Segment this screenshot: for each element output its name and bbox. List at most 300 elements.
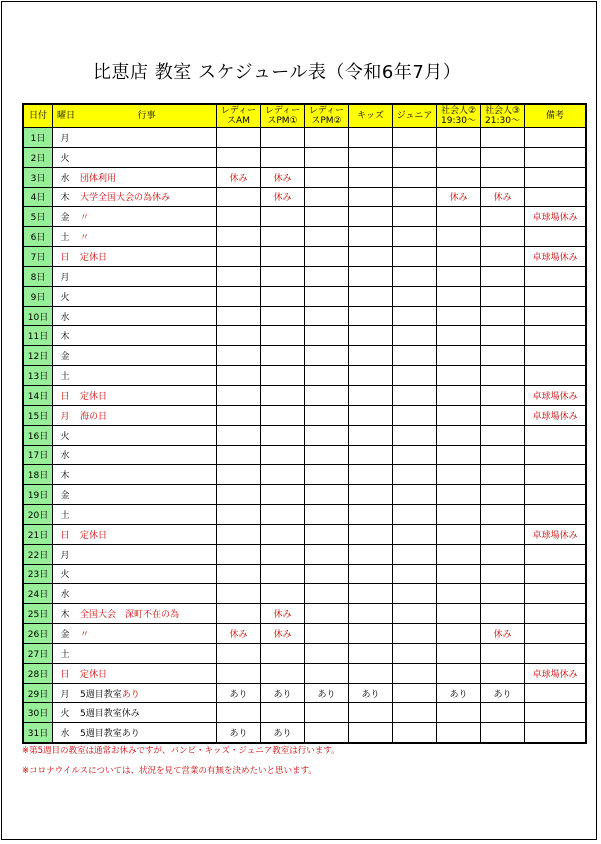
date-cell: 28日 xyxy=(23,663,53,683)
table-row xyxy=(23,445,586,465)
class-cell xyxy=(349,524,393,544)
note-cell xyxy=(525,366,587,386)
class-cell xyxy=(217,604,261,624)
class-cell xyxy=(481,465,525,485)
event-cell xyxy=(77,505,217,525)
class-cell xyxy=(305,227,349,247)
class-cell xyxy=(437,326,481,346)
class-cell xyxy=(481,544,525,564)
class-cell xyxy=(481,663,525,683)
note-cell xyxy=(525,346,587,366)
class-cell xyxy=(305,445,349,465)
class-cell xyxy=(261,326,305,346)
class-cell xyxy=(261,227,305,247)
note-cell xyxy=(525,187,587,207)
table-row xyxy=(23,247,586,267)
class-cell xyxy=(437,286,481,306)
class-cell xyxy=(437,663,481,683)
dow-cell: 日 xyxy=(53,385,78,405)
class-cell xyxy=(217,306,261,326)
class-cell xyxy=(349,465,393,485)
class-cell xyxy=(261,306,305,326)
table-row xyxy=(23,207,586,227)
table-row xyxy=(23,485,586,505)
class-cell xyxy=(217,524,261,544)
class-cell xyxy=(393,584,437,604)
table-row xyxy=(23,306,586,326)
class-cell xyxy=(349,624,393,644)
schedule-rows xyxy=(23,128,586,744)
class-cell xyxy=(305,147,349,167)
date-cell: 21日 xyxy=(23,524,53,544)
class-cell xyxy=(437,207,481,227)
class-cell xyxy=(349,584,393,604)
class-cell xyxy=(481,723,525,743)
class-cell xyxy=(393,286,437,306)
table-row xyxy=(23,346,586,366)
class-cell xyxy=(481,485,525,505)
class-cell xyxy=(305,326,349,346)
class-cell xyxy=(437,485,481,505)
class-cell xyxy=(217,207,261,227)
class-cell xyxy=(305,385,349,405)
class-cell xyxy=(437,346,481,366)
class-cell xyxy=(393,723,437,743)
class-cell xyxy=(481,405,525,425)
date-cell: 6日 xyxy=(23,227,53,247)
event-cell: 定休日 xyxy=(77,524,217,544)
class-cell xyxy=(437,524,481,544)
note-cell xyxy=(525,266,587,286)
dow-cell: 月 xyxy=(53,544,78,564)
note-cell xyxy=(525,425,587,445)
table-row xyxy=(23,683,586,703)
table-row xyxy=(23,266,586,286)
date-cell: 13日 xyxy=(23,366,53,386)
dow-cell: 水 xyxy=(53,306,78,326)
date-cell: 4日 xyxy=(23,187,53,207)
class-cell xyxy=(305,128,349,148)
date-cell: 2日 xyxy=(23,147,53,167)
class-cell: あり xyxy=(305,683,349,703)
class-cell xyxy=(217,405,261,425)
class-cell xyxy=(393,683,437,703)
dow-cell: 木 xyxy=(53,187,78,207)
class-cell xyxy=(393,703,437,723)
date-cell: 1日 xyxy=(23,128,53,148)
class-cell xyxy=(349,346,393,366)
date-cell: 12日 xyxy=(23,346,53,366)
note-cell xyxy=(525,485,587,505)
header-kids: キッズ xyxy=(349,104,393,128)
dow-cell: 木 xyxy=(53,604,78,624)
class-cell xyxy=(481,425,525,445)
class-cell xyxy=(437,306,481,326)
dow-cell: 土 xyxy=(53,505,78,525)
class-cell xyxy=(481,128,525,148)
class-cell: あり xyxy=(261,683,305,703)
date-cell: 8日 xyxy=(23,266,53,286)
class-cell xyxy=(305,306,349,326)
date-cell: 29日 xyxy=(23,683,53,703)
event-cell: 5週目教室休み xyxy=(77,703,217,723)
class-cell xyxy=(393,247,437,267)
event-cell xyxy=(77,544,217,564)
class-cell xyxy=(305,663,349,683)
table-row xyxy=(23,624,586,644)
event-cell xyxy=(77,425,217,445)
class-cell xyxy=(217,564,261,584)
note-cell xyxy=(525,683,587,703)
event-cell: 定休日 xyxy=(77,385,217,405)
class-cell xyxy=(349,723,393,743)
class-cell xyxy=(481,326,525,346)
class-cell xyxy=(305,207,349,227)
class-cell xyxy=(393,544,437,564)
table-row xyxy=(23,544,586,564)
class-cell xyxy=(393,147,437,167)
date-cell: 14日 xyxy=(23,385,53,405)
class-cell xyxy=(261,207,305,227)
header-junior: ジュニア xyxy=(393,104,437,128)
class-cell xyxy=(305,604,349,624)
note-cell xyxy=(525,584,587,604)
table-row xyxy=(23,326,586,346)
note-cell xyxy=(525,703,587,723)
class-cell: 休み xyxy=(261,187,305,207)
class-cell xyxy=(261,445,305,465)
dow-cell: 土 xyxy=(53,643,78,663)
class-cell xyxy=(481,167,525,187)
dow-cell: 土 xyxy=(53,227,78,247)
class-cell xyxy=(481,207,525,227)
dow-cell: 日 xyxy=(53,663,78,683)
event-cell: 定休日 xyxy=(77,663,217,683)
class-cell xyxy=(481,505,525,525)
dow-cell: 月 xyxy=(53,683,78,703)
class-cell xyxy=(437,624,481,644)
event-cell xyxy=(77,266,217,286)
schedule-table xyxy=(22,103,587,744)
class-cell xyxy=(305,564,349,584)
class-cell xyxy=(305,286,349,306)
class-cell xyxy=(217,346,261,366)
class-cell xyxy=(393,346,437,366)
class-cell: 休み xyxy=(261,167,305,187)
class-cell xyxy=(481,147,525,167)
class-cell xyxy=(349,425,393,445)
note-cell: 卓球場休み xyxy=(525,247,587,267)
date-cell: 26日 xyxy=(23,624,53,644)
table-row xyxy=(23,167,586,187)
header-adult2: 社会人② 19:30～ xyxy=(437,104,481,128)
dow-cell: 金 xyxy=(53,485,78,505)
note-cell xyxy=(525,624,587,644)
class-cell xyxy=(393,604,437,624)
class-cell xyxy=(217,584,261,604)
note-cell xyxy=(525,445,587,465)
class-cell xyxy=(217,703,261,723)
event-cell: 定休日 xyxy=(77,247,217,267)
dow-cell: 火 xyxy=(53,147,78,167)
class-cell xyxy=(217,147,261,167)
class-cell: あり xyxy=(217,683,261,703)
class-cell xyxy=(349,564,393,584)
class-cell: 休み xyxy=(261,604,305,624)
class-cell: あり xyxy=(481,683,525,703)
event-cell: 〃 xyxy=(77,207,217,227)
table-row xyxy=(23,147,586,167)
class-cell: 休み xyxy=(481,187,525,207)
class-cell xyxy=(261,465,305,485)
note-cell xyxy=(525,544,587,564)
date-cell: 5日 xyxy=(23,207,53,227)
class-cell xyxy=(349,544,393,564)
class-cell xyxy=(305,584,349,604)
class-cell xyxy=(305,485,349,505)
class-cell xyxy=(437,544,481,564)
event-cell: 5週目教室あり xyxy=(77,723,217,743)
class-cell xyxy=(217,187,261,207)
class-cell xyxy=(349,643,393,663)
note-cell: 卓球場休み xyxy=(525,405,587,425)
event-cell xyxy=(77,445,217,465)
note-cell xyxy=(525,147,587,167)
table-row xyxy=(23,663,586,683)
date-cell: 7日 xyxy=(23,247,53,267)
class-cell xyxy=(217,505,261,525)
class-cell xyxy=(349,326,393,346)
event-cell xyxy=(77,128,217,148)
note-cell xyxy=(525,128,587,148)
dow-cell: 金 xyxy=(53,207,78,227)
event-cell xyxy=(77,465,217,485)
dow-cell: 水 xyxy=(53,584,78,604)
class-cell: 休み xyxy=(217,624,261,644)
header-row xyxy=(23,104,586,128)
date-cell: 23日 xyxy=(23,564,53,584)
dow-cell: 日 xyxy=(53,524,78,544)
class-cell xyxy=(349,663,393,683)
class-cell xyxy=(393,187,437,207)
class-cell xyxy=(393,405,437,425)
class-cell xyxy=(261,505,305,525)
class-cell xyxy=(481,266,525,286)
class-cell xyxy=(261,584,305,604)
note-cell xyxy=(525,306,587,326)
class-cell xyxy=(437,266,481,286)
date-cell: 18日 xyxy=(23,465,53,485)
class-cell xyxy=(349,227,393,247)
class-cell xyxy=(261,385,305,405)
class-cell xyxy=(481,445,525,465)
class-cell xyxy=(217,286,261,306)
class-cell xyxy=(481,524,525,544)
class-cell xyxy=(481,584,525,604)
class-cell xyxy=(393,564,437,584)
note-cell xyxy=(525,167,587,187)
class-cell xyxy=(261,524,305,544)
event-cell: 全国大会 深町不在の為 xyxy=(77,604,217,624)
dow-cell: 土 xyxy=(53,366,78,386)
class-cell xyxy=(437,405,481,425)
table-row xyxy=(23,643,586,663)
class-cell xyxy=(261,544,305,564)
class-cell xyxy=(437,703,481,723)
event-cell xyxy=(77,147,217,167)
class-cell xyxy=(305,505,349,525)
class-cell xyxy=(393,266,437,286)
class-cell xyxy=(261,643,305,663)
class-cell xyxy=(481,604,525,624)
dow-cell: 火 xyxy=(53,703,78,723)
class-cell xyxy=(217,385,261,405)
class-cell xyxy=(261,703,305,723)
dow-cell: 火 xyxy=(53,425,78,445)
event-cell xyxy=(77,584,217,604)
class-cell xyxy=(481,247,525,267)
class-cell xyxy=(261,485,305,505)
dow-cell: 月 xyxy=(53,405,78,425)
class-cell xyxy=(437,643,481,663)
class-cell xyxy=(393,505,437,525)
date-cell: 9日 xyxy=(23,286,53,306)
date-cell: 19日 xyxy=(23,485,53,505)
page-title: 比恵店 教室 スケジュール表（令和6年7月） xyxy=(93,62,462,83)
class-cell xyxy=(349,187,393,207)
event-cell: 〃 xyxy=(77,227,217,247)
class-cell xyxy=(393,524,437,544)
class-cell xyxy=(217,663,261,683)
class-cell xyxy=(481,564,525,584)
dow-cell: 金 xyxy=(53,624,78,644)
event-cell xyxy=(77,306,217,326)
class-cell xyxy=(437,584,481,604)
dow-cell: 金 xyxy=(53,346,78,366)
table-row xyxy=(23,227,586,247)
dow-cell: 木 xyxy=(53,326,78,346)
event-cell xyxy=(77,286,217,306)
dow-cell: 火 xyxy=(53,286,78,306)
class-cell xyxy=(393,128,437,148)
header-adult3: 社会人③ 21:30～ xyxy=(481,104,525,128)
event-cell xyxy=(77,346,217,366)
class-cell xyxy=(261,128,305,148)
class-cell xyxy=(217,425,261,445)
note-cell xyxy=(525,604,587,624)
event-cell xyxy=(77,326,217,346)
event-cell xyxy=(77,366,217,386)
class-cell xyxy=(305,405,349,425)
class-cell xyxy=(349,167,393,187)
dow-cell: 月 xyxy=(53,266,78,286)
table-row xyxy=(23,564,586,584)
class-cell xyxy=(305,723,349,743)
class-cell xyxy=(349,147,393,167)
date-cell: 20日 xyxy=(23,505,53,525)
date-cell: 25日 xyxy=(23,604,53,624)
class-cell xyxy=(393,306,437,326)
class-cell xyxy=(393,643,437,663)
class-cell xyxy=(481,286,525,306)
table-row xyxy=(23,405,586,425)
date-cell: 22日 xyxy=(23,544,53,564)
class-cell xyxy=(305,643,349,663)
header-ladies-am: レディー スAM xyxy=(217,104,261,128)
class-cell xyxy=(217,544,261,564)
date-cell: 10日 xyxy=(23,306,53,326)
class-cell xyxy=(481,306,525,326)
class-cell xyxy=(217,485,261,505)
date-cell: 3日 xyxy=(23,167,53,187)
table-row xyxy=(23,425,586,445)
dow-cell: 月 xyxy=(53,128,78,148)
class-cell xyxy=(393,207,437,227)
class-cell xyxy=(261,366,305,386)
table-row xyxy=(23,505,586,525)
class-cell xyxy=(481,366,525,386)
class-cell xyxy=(349,445,393,465)
class-cell xyxy=(349,207,393,227)
class-cell xyxy=(393,167,437,187)
class-cell xyxy=(437,505,481,525)
event-cell: 団体利用 xyxy=(77,167,217,187)
class-cell xyxy=(305,524,349,544)
class-cell xyxy=(437,723,481,743)
class-cell xyxy=(217,643,261,663)
note-cell: 卓球場休み xyxy=(525,524,587,544)
event-cell: 大学全国大会の為休み xyxy=(77,187,217,207)
class-cell xyxy=(305,266,349,286)
class-cell xyxy=(349,266,393,286)
class-cell xyxy=(349,505,393,525)
class-cell xyxy=(261,247,305,267)
class-cell xyxy=(305,425,349,445)
header-ladies-pm2: レディー スPM② xyxy=(305,104,349,128)
spreadsheet-page xyxy=(1,1,597,840)
date-cell: 30日 xyxy=(23,703,53,723)
class-cell xyxy=(481,346,525,366)
class-cell xyxy=(261,425,305,445)
class-cell xyxy=(349,306,393,326)
class-cell xyxy=(305,703,349,723)
class-cell xyxy=(393,326,437,346)
class-cell xyxy=(437,425,481,445)
footnote-2: ※コロナウイルスについては、状況を見て営業の有無を決めたいと思います。 xyxy=(22,766,317,776)
class-cell xyxy=(481,385,525,405)
class-cell xyxy=(261,346,305,366)
event-cell: 海の日 xyxy=(77,405,217,425)
class-cell xyxy=(305,346,349,366)
dow-cell: 日 xyxy=(53,247,78,267)
dow-cell: 木 xyxy=(53,465,78,485)
class-cell xyxy=(393,385,437,405)
class-cell xyxy=(437,385,481,405)
class-cell xyxy=(437,147,481,167)
class-cell xyxy=(305,544,349,564)
class-cell xyxy=(393,366,437,386)
dow-cell: 水 xyxy=(53,445,78,465)
class-cell xyxy=(349,604,393,624)
class-cell xyxy=(349,128,393,148)
class-cell xyxy=(393,465,437,485)
class-cell: 休み xyxy=(437,187,481,207)
table-row xyxy=(23,366,586,386)
header-dow: 曜日 xyxy=(53,104,78,128)
table-row xyxy=(23,604,586,624)
table-row xyxy=(23,128,586,148)
dow-cell: 水 xyxy=(53,723,78,743)
